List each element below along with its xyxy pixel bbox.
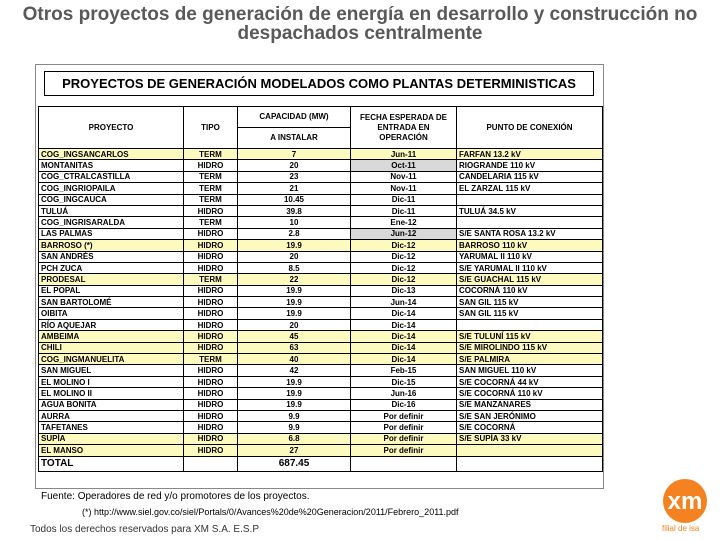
- table-row: [39, 410, 603, 421]
- table-row: [39, 160, 603, 171]
- cell-fecha: Nov-11: [351, 171, 457, 182]
- table-row: [39, 251, 603, 262]
- cell-proyecto: CHILI: [39, 342, 184, 353]
- cell-tipo: TERM: [184, 171, 238, 182]
- cell-capacidad: 19.9: [238, 285, 351, 296]
- cell-fecha: Dic-14: [351, 308, 457, 319]
- projects-table-frame: [35, 64, 604, 489]
- cell-capacidad: 20: [238, 319, 351, 330]
- cell-proyecto: COG_INGMANUELITA: [39, 354, 184, 365]
- table-row: [39, 422, 603, 433]
- cell-capacidad: 10: [238, 217, 351, 228]
- cell-fecha: Por definir: [351, 422, 457, 433]
- table-row: [39, 319, 603, 330]
- table-row: [39, 262, 603, 273]
- cell-punto: S/E TULUNÍ 115 kV: [457, 331, 603, 342]
- cell-fecha: Dic-14: [351, 354, 457, 365]
- cell-capacidad: 27: [238, 445, 351, 456]
- table-heading: PROYECTOS DE GENERACIÓN MODELADOS COMO PLANTAS DETERMINISTICAS: [44, 71, 594, 96]
- cell-tipo: TERM: [184, 217, 238, 228]
- cell-proyecto: BARROSO (*): [39, 240, 184, 251]
- cell-capacidad: 10.45: [238, 194, 351, 205]
- total-value: 687.45: [238, 456, 351, 471]
- source-url[interactable]: (*) http://www.siel.gov.co/siel/Portals/0/Avances%20de%20Generacion/2011/Febrero_2011.pdf: [82, 507, 459, 517]
- cell-capacidad: 22: [238, 274, 351, 285]
- cell-proyecto: SUPÍA: [39, 433, 184, 444]
- cell-capacidad: 40: [238, 354, 351, 365]
- cell-proyecto: PRODESAL: [39, 274, 184, 285]
- brand-text: xm: [667, 488, 703, 515]
- cell-proyecto: AGUA BONITA: [39, 399, 184, 410]
- cell-fecha: Jun-16: [351, 388, 457, 399]
- cell-punto: S/E COCORNÁ 110 kV: [457, 388, 603, 399]
- cell-punto: EL ZARZAL 115 kV: [457, 183, 603, 194]
- cell-capacidad: 9.9: [238, 422, 351, 433]
- cell-proyecto: EL POPAL: [39, 285, 184, 296]
- cell-tipo: HIDRO: [184, 205, 238, 216]
- cell-punto: S/E YARUMAL II 110 kV: [457, 262, 603, 273]
- cell-proyecto: SAN MIGUEL: [39, 365, 184, 376]
- cell-tipo: HIDRO: [184, 342, 238, 353]
- table-row: [39, 240, 603, 251]
- cell-punto: SAN GIL 115 kV: [457, 297, 603, 308]
- table-row: [39, 205, 603, 216]
- projects-table: [38, 106, 603, 472]
- table-row: [39, 228, 603, 239]
- cell-fecha: Oct-11: [351, 160, 457, 171]
- cell-capacidad: 6.8: [238, 433, 351, 444]
- cell-capacidad: 19.9: [238, 388, 351, 399]
- cell-fecha: Dic-12: [351, 251, 457, 262]
- cell-proyecto: AMBEIMA: [39, 331, 184, 342]
- cell-tipo: HIDRO: [184, 365, 238, 376]
- cell-tipo: HIDRO: [184, 376, 238, 387]
- table-row: [39, 194, 603, 205]
- cell-capacidad: 20: [238, 251, 351, 262]
- cell-proyecto: MONTANITAS: [39, 160, 184, 171]
- xm-logo-icon: [654, 478, 716, 524]
- cell-punto: SAN MIGUEL 110 kV: [457, 365, 603, 376]
- cell-proyecto: LAS PALMAS: [39, 228, 184, 239]
- table-row: [39, 285, 603, 296]
- cell-tipo: TERM: [184, 194, 238, 205]
- cell-punto: S/E COCORNÁ: [457, 422, 603, 433]
- cell-punto: S/E COCORNÁ 44 kV: [457, 376, 603, 387]
- table-row: [39, 445, 603, 456]
- table-row: [39, 308, 603, 319]
- cell-punto: FARFAN 13.2 kV: [457, 149, 603, 160]
- total-spacer: [351, 456, 457, 471]
- cell-capacidad: 39.8: [238, 205, 351, 216]
- cell-punto: [457, 319, 603, 330]
- cell-capacidad: 19.9: [238, 399, 351, 410]
- cell-proyecto: AURRA: [39, 410, 184, 421]
- cell-tipo: HIDRO: [184, 262, 238, 273]
- cell-fecha: Dic-11: [351, 194, 457, 205]
- cell-fecha: Por definir: [351, 410, 457, 421]
- cell-proyecto: COG_CTRALCASTILLA: [39, 171, 184, 182]
- cell-capacidad: 42: [238, 365, 351, 376]
- cell-punto: [457, 194, 603, 205]
- cell-capacidad: 7: [238, 149, 351, 160]
- cell-punto: COCORNÁ 110 kV: [457, 285, 603, 296]
- cell-fecha: Dic-14: [351, 331, 457, 342]
- footer-copyright: Todos los derechos reservados para XM S.A. E.S.P: [30, 524, 259, 535]
- cell-tipo: HIDRO: [184, 285, 238, 296]
- cell-fecha: Dic-15: [351, 376, 457, 387]
- cell-proyecto: SAN BARTOLOMÉ: [39, 297, 184, 308]
- cell-fecha: Jun-14: [351, 297, 457, 308]
- total-spacer: [184, 456, 238, 471]
- cell-capacidad: 20: [238, 160, 351, 171]
- cell-capacidad: 63: [238, 342, 351, 353]
- cell-fecha: Ene-12: [351, 217, 457, 228]
- header-fecha: FECHA ESPERADA DE ENTRADA EN OPERACIÓN: [351, 107, 457, 149]
- cell-tipo: TERM: [184, 183, 238, 194]
- cell-capacidad: 19.9: [238, 308, 351, 319]
- cell-proyecto: COG_INGSANCARLOS: [39, 149, 184, 160]
- cell-tipo: TERM: [184, 274, 238, 285]
- cell-capacidad: 23: [238, 171, 351, 182]
- cell-tipo: HIDRO: [184, 251, 238, 262]
- header-capacidad: CAPACIDAD (MW): [238, 107, 351, 128]
- header-proyecto: PROYECTO: [39, 107, 184, 149]
- cell-tipo: HIDRO: [184, 319, 238, 330]
- cell-fecha: Dic-16: [351, 399, 457, 410]
- cell-punto: RIOGRANDE 110 kV: [457, 160, 603, 171]
- cell-tipo: HIDRO: [184, 433, 238, 444]
- cell-punto: BARROSO 110 kV: [457, 240, 603, 251]
- header-tipo: TIPO: [184, 107, 238, 149]
- table-body: [39, 149, 603, 457]
- cell-fecha: Dic-12: [351, 240, 457, 251]
- cell-tipo: HIDRO: [184, 399, 238, 410]
- source-note: Fuente: Operadores de red y/o promotores de los proyectos.: [41, 491, 310, 502]
- total-label: TOTAL: [39, 456, 184, 471]
- total-row: [39, 456, 603, 471]
- cell-capacidad: 19.9: [238, 376, 351, 387]
- table-row: [39, 433, 603, 444]
- cell-fecha: Jun-12: [351, 228, 457, 239]
- cell-proyecto: TAFETANES: [39, 422, 184, 433]
- cell-punto: SAN GIL 115 kV: [457, 308, 603, 319]
- cell-proyecto: EL MOLINO I: [39, 376, 184, 387]
- cell-tipo: HIDRO: [184, 410, 238, 421]
- cell-fecha: Por definir: [351, 445, 457, 456]
- cell-proyecto: PCH ZUCA: [39, 262, 184, 273]
- cell-punto: [457, 445, 603, 456]
- cell-capacidad: 45: [238, 331, 351, 342]
- cell-punto: S/E SANTA ROSA 13.2 kV: [457, 228, 603, 239]
- cell-tipo: HIDRO: [184, 422, 238, 433]
- cell-capacidad: 19.9: [238, 240, 351, 251]
- table-row: [39, 274, 603, 285]
- cell-punto: [457, 217, 603, 228]
- table-row: [39, 399, 603, 410]
- cell-punto: CANDELARIA 115 kV: [457, 171, 603, 182]
- cell-fecha: Dic-11: [351, 205, 457, 216]
- cell-proyecto: OIBITA: [39, 308, 184, 319]
- cell-tipo: HIDRO: [184, 331, 238, 342]
- table-row: [39, 342, 603, 353]
- cell-punto: S/E GUACHAL 115 kV: [457, 274, 603, 285]
- cell-tipo: HIDRO: [184, 160, 238, 171]
- cell-capacidad: 9.9: [238, 410, 351, 421]
- cell-punto: S/E SAN JERÓNIMO: [457, 410, 603, 421]
- cell-tipo: HIDRO: [184, 240, 238, 251]
- table-row: [39, 376, 603, 387]
- table-row: [39, 183, 603, 194]
- cell-proyecto: COG_INGRISARALDA: [39, 217, 184, 228]
- table-row: [39, 297, 603, 308]
- cell-capacidad: 8.5: [238, 262, 351, 273]
- table-row: [39, 388, 603, 399]
- slide-title: Otros proyectos de generación de energía en desarrollo y construcción no despachados centralmente: [22, 4, 698, 44]
- cell-capacidad: 19.9: [238, 297, 351, 308]
- cell-proyecto: RÍO AQUEJAR: [39, 319, 184, 330]
- cell-tipo: HIDRO: [184, 228, 238, 239]
- table-row: [39, 354, 603, 365]
- cell-punto: S/E SUPÍA 33 kV: [457, 433, 603, 444]
- cell-tipo: TERM: [184, 354, 238, 365]
- cell-proyecto: EL MOLINO II: [39, 388, 184, 399]
- cell-fecha: Dic-13: [351, 285, 457, 296]
- table-row: [39, 217, 603, 228]
- cell-tipo: HIDRO: [184, 308, 238, 319]
- cell-proyecto: COG_INGRIOPAILA: [39, 183, 184, 194]
- table-row: [39, 171, 603, 182]
- cell-proyecto: COG_INGCAUCA: [39, 194, 184, 205]
- cell-tipo: HIDRO: [184, 445, 238, 456]
- cell-proyecto: TULUÁ: [39, 205, 184, 216]
- cell-fecha: Dic-14: [351, 342, 457, 353]
- cell-fecha: Por definir: [351, 433, 457, 444]
- cell-tipo: TERM: [184, 149, 238, 160]
- cell-proyecto: SAN ANDRÉS: [39, 251, 184, 262]
- cell-fecha: Nov-11: [351, 183, 457, 194]
- header-a-instalar: A INSTALAR: [238, 128, 351, 149]
- cell-punto: YARUMAL II 110 kV: [457, 251, 603, 262]
- cell-fecha: Dic-14: [351, 319, 457, 330]
- cell-tipo: HIDRO: [184, 297, 238, 308]
- cell-punto: S/E PALMIRA: [457, 354, 603, 365]
- cell-fecha: Dic-12: [351, 274, 457, 285]
- cell-fecha: Dic-12: [351, 262, 457, 273]
- cell-tipo: HIDRO: [184, 388, 238, 399]
- table-row: [39, 331, 603, 342]
- cell-punto: S/E MIROLINDO 115 kV: [457, 342, 603, 353]
- cell-punto: S/E MANZANARES: [457, 399, 603, 410]
- cell-fecha: Jun-11: [351, 149, 457, 160]
- cell-fecha: Feb-15: [351, 365, 457, 376]
- table-row: [39, 365, 603, 376]
- table-row: [39, 149, 603, 160]
- cell-capacidad: 2.8: [238, 228, 351, 239]
- header-punto: PUNTO DE CONEXIÓN: [457, 107, 603, 149]
- cell-punto: TULUÁ 34.5 kV: [457, 205, 603, 216]
- cell-capacidad: 21: [238, 183, 351, 194]
- brand-sub: filial de isa: [662, 524, 700, 533]
- cell-proyecto: EL MANSO: [39, 445, 184, 456]
- total-spacer: [457, 456, 603, 471]
